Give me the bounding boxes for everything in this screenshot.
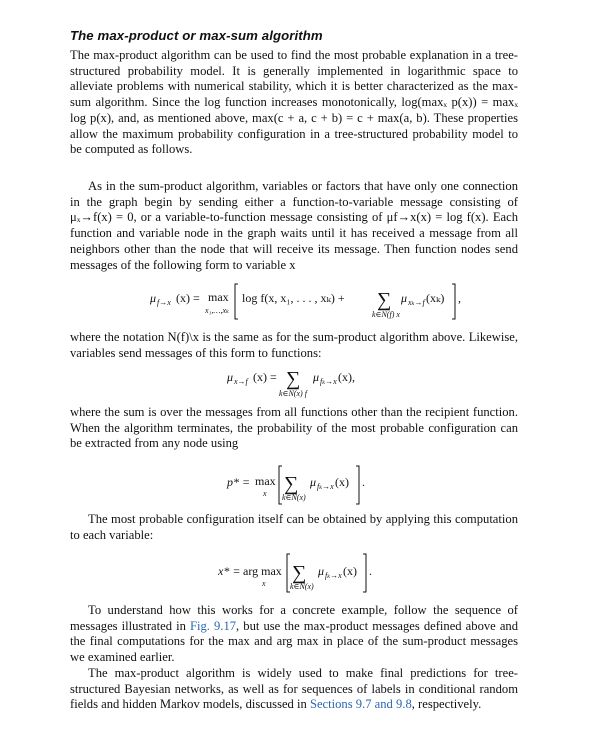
eq1-max: max — [208, 290, 229, 304]
eq4-argmax: arg max — [243, 564, 282, 578]
paragraph-concrete-example — [70, 603, 518, 666]
eq4-trail: . — [369, 564, 372, 578]
eq2-mu: μ — [227, 370, 234, 384]
p7-text-before: The max-product algorithm is widely used to make final predictions for tree-structured Bayesian networks, as well as for sequences of labels in conditional random fields and hidden Markov models, discussed in — [70, 666, 518, 712]
eq4-lhs: x* = — [218, 564, 241, 578]
eq1-mu: μ — [150, 291, 157, 305]
paragraph-intro: The max-product algorithm can be used to find the most probable explanation in a tree-structured probability model. It is generally implemented in logarithmic space to alleviate problems with numerical stability, which it is better characterized as the max-sum algorithm. Since the log function increases monotonically, log(maxₓ p(x)) = maxₓ log p(x), and, as mentioned above, max(c + a, c + b) = c + max(a, b). These properties allow the maximum probability configuration in a tree-structured probability model to be computed as follows. — [70, 48, 518, 157]
eq4-sum: ∑ — [292, 562, 307, 584]
eq2-sum: ∑ — [286, 368, 301, 390]
eq3-right-bracket — [356, 466, 359, 504]
eq3-trail: . — [362, 475, 365, 489]
eq1-lhs-subscript: f→x — [157, 298, 171, 307]
eq4-sum-subscript: k∈N(x) — [290, 582, 314, 591]
eq4-term-subscript: fₖ→x — [325, 571, 342, 580]
eq3-term-mu: μ — [310, 475, 317, 489]
equation-3-svg — [70, 462, 518, 506]
eq2-sum-subscript: k∈N(x) f — [279, 389, 307, 398]
eq2-term-mu: μ — [313, 370, 320, 384]
paragraph-notation: where the notation N(f)\x is the same as for the sum-product algorithm above. Likewise, variables send messages of this form to functions: — [70, 330, 518, 360]
eq2-lhs-subscript: x→f — [234, 377, 248, 386]
p6-text-before: To understand how this works for a concrete example, follow the sequence of messages illustrated in — [70, 603, 518, 633]
equation-2-svg — [70, 366, 518, 400]
eq2-term-arg: (x), — [338, 370, 355, 384]
section-title: The max-product or max-sum algorithm — [70, 28, 323, 43]
eq1-sum-subscript: k∈N(f) x — [372, 310, 400, 319]
eq3-max-subscript: x — [263, 489, 267, 498]
equation-variable-to-function — [70, 366, 518, 400]
eq2-term-subscript: fₖ→x — [320, 377, 337, 386]
eq3-max: max — [255, 474, 276, 488]
eq3-sum-subscript: k∈N(x) — [282, 493, 306, 502]
eq4-term-arg: (x) — [343, 564, 357, 578]
eq1-right-bracket — [452, 284, 455, 319]
eq3-lhs: p* = — [227, 475, 251, 489]
eq3-term-arg: (x) — [335, 475, 349, 489]
equation-max-probability — [70, 462, 518, 506]
eq1-sum: ∑ — [377, 289, 392, 311]
eq1-max-subscript: x₁,…,xₖ — [205, 306, 229, 315]
figure-link[interactable]: Fig. 9.17 — [189, 618, 237, 633]
eq1-term-subscript: xₖ→f — [408, 298, 425, 307]
equation-4-svg — [70, 550, 518, 594]
eq1-left-bracket — [235, 284, 238, 319]
p6-text-after: , but use the max-product messages defined above and the final computations for the max and arg max in place of the sum-product messages we examined earlier. — [70, 618, 519, 665]
eq4-right-bracket — [363, 554, 366, 592]
eq3-sum: ∑ — [284, 473, 299, 495]
paragraph-message-passing: As in the sum-product algorithm, variables or factors that have only one connection in the graph begin by sending either a function-to-variable message consisting of μₓ→f(x) = 0, or a variable-to-function message consisting of μf→x(x) = log f(x). Each function and variable node in the graph waits until it has received a message from all neighbors other than the node that will receive its message. Then function nodes send messages of the following form to variable x — [70, 179, 518, 272]
equation-function-to-variable — [70, 280, 518, 320]
eq1-trail: , — [458, 291, 461, 305]
paragraph-most-probable: The most probable configuration itself can be obtained by applying this computation to each variable: — [70, 512, 518, 542]
eq1-lhs-arg: (x) = — [176, 291, 200, 305]
equation-1-svg — [70, 280, 518, 320]
eq1-term-mu: μ — [401, 291, 408, 305]
eq4-term-mu: μ — [318, 564, 325, 578]
eq3-term-subscript: fₖ→x — [317, 482, 334, 491]
equation-argmax — [70, 550, 518, 594]
eq4-argmax-subscript: x — [262, 579, 266, 588]
sections-link[interactable]: Sections 9.7 and 9.8 — [309, 697, 412, 712]
eq1-term-arg: (xₖ) — [426, 291, 445, 305]
paragraph-termination: where the sum is over the messages from all functions other than the recipient function. When the algorithm terminates, the probability of the most probable configuration can be extracted from any node using — [70, 405, 518, 451]
eq1-log-term: log f(x, x₁, . . . , xₖ) + — [242, 291, 345, 305]
paragraph-applications — [70, 666, 518, 713]
eq2-lhs-arg: (x) = — [253, 370, 277, 384]
p7-text-after: , respectively. — [411, 697, 482, 712]
